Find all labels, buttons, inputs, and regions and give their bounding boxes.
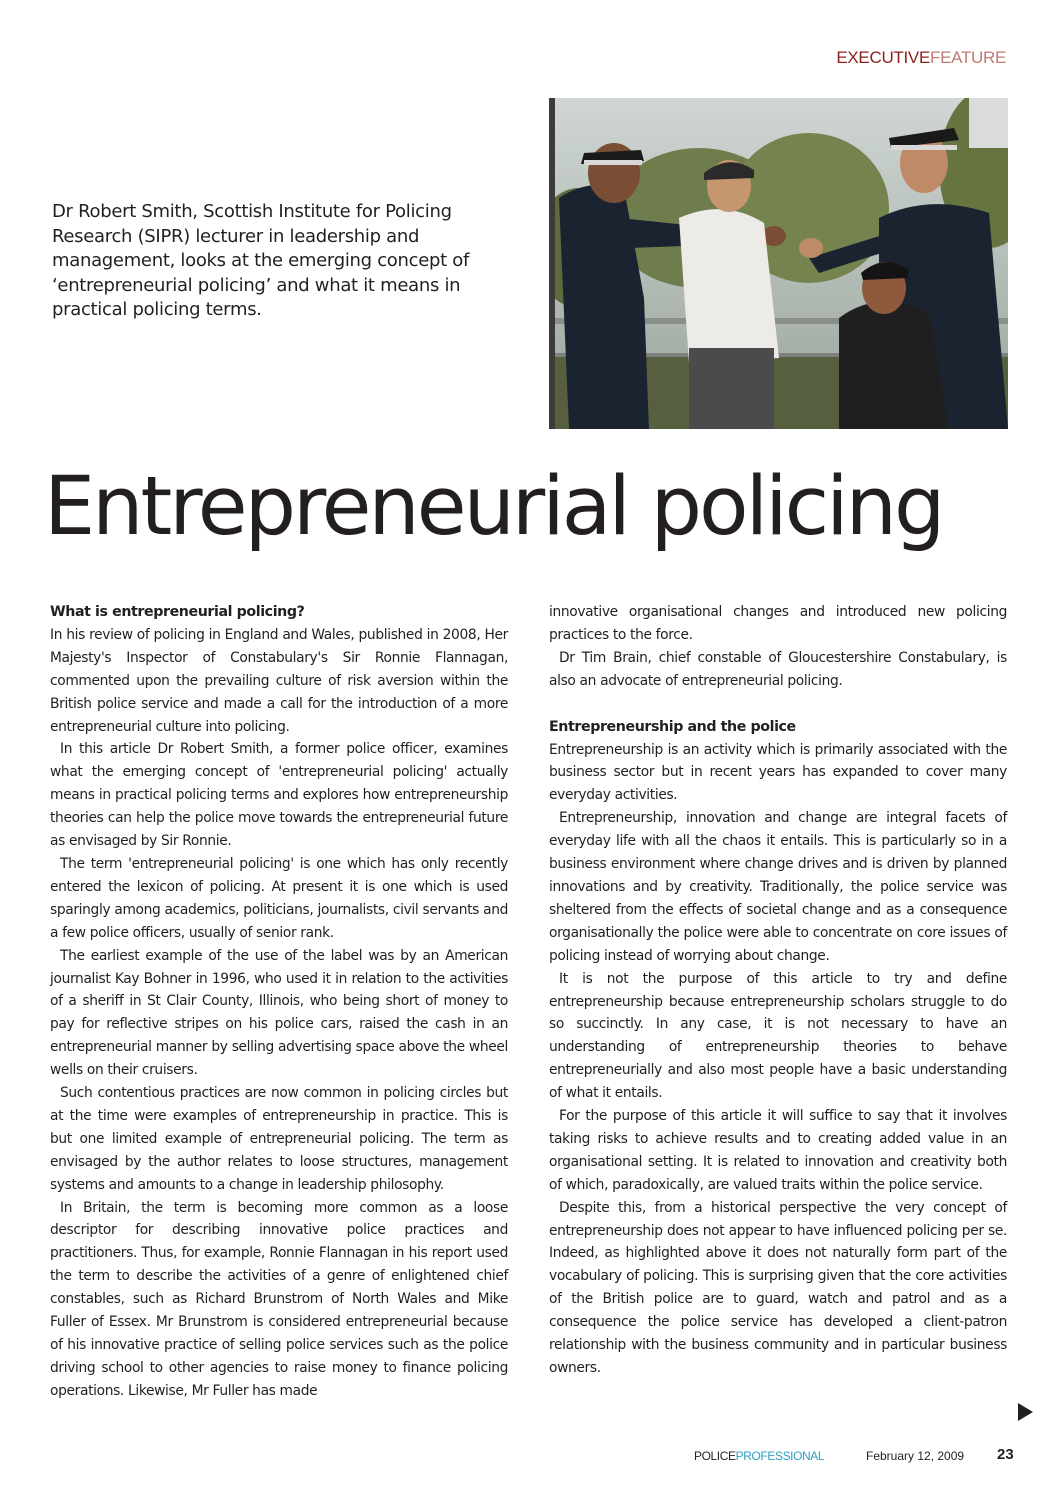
page-footer bbox=[694, 1446, 1020, 1466]
paragraph: Dr Tim Brain, chief constable of Gloucestershire Constabulary, is also an advocate of entrepreneurial policing. bbox=[549, 649, 1007, 689]
paragraph: In Britain, the term is becoming more common as a loose descriptor for describing innovative police practices and practitioners. Thus, for example, Ronnie Flannagan in his report used the term to describe the activities of a genre of enlightened chief constables, such as Richard Brunstrom of North Wales and Mike Fuller of Essex. Mr Brunstrom is considered entrepreneurial because of his innovative practice of selling police services such as the police driving school to other agencies to raise money to finance policing operations. Likewise, Mr Fuller has made bbox=[50, 1199, 508, 1399]
article-photo bbox=[549, 98, 1008, 429]
section-tag-light: FEATURE bbox=[930, 48, 1006, 67]
section-tag bbox=[836, 48, 1006, 68]
section-heading: What is entrepreneurial policing? bbox=[50, 604, 305, 620]
left-column bbox=[50, 601, 508, 1403]
section-heading: Entrepreneurship and the police bbox=[549, 718, 796, 735]
paragraph: In his review of policing in England and Wales, published in 2008, Her Majesty's Inspector of Constabulary's Sir Ronnie Flannagan, commented upon the prevailing culture of risk aversion within the British police service and made a call for the introduction of a more entrepreneurial culture into policing. bbox=[50, 626, 508, 735]
standfirst: Dr Robert Smith, Scottish Institute for Policing Research (SIPR) lecturer in leadership and management, looks at the emerging concept of ‘entrepreneurial policing’ and what it means in practical policing terms. bbox=[52, 201, 470, 321]
magazine-name-part-b: PROFESSIONAL bbox=[735, 1449, 825, 1463]
headline: Entrepreneurial policing bbox=[44, 460, 943, 554]
paragraph: In this article Dr Robert Smith, a former police officer, examines what the emerging concept of 'entrepreneurial policing' actually means in practical policing terms and explores how entrepreneurship theories can help the police move towards the entrepreneurial future as envisaged by Sir Ronnie. bbox=[50, 741, 508, 850]
paragraph: The term 'entrepreneurial policing' is one which has only recently entered the lexicon of policing. At present it is one which is used sparingly among academics, politicians, journalists, civil servants and a few police officers, usually of senior rank. bbox=[50, 855, 508, 941]
magazine-name-part-a: POLICE bbox=[694, 1449, 736, 1463]
continue-arrow-icon bbox=[1018, 1403, 1033, 1421]
paragraph: The earliest example of the use of the label was by an American journalist Kay Bohner in 1996, who used it in relation to the activities of a sheriff in St Clair County, Illinois, who being short of money to pay for reflective stripes on his police cars, raised the cash in an entrepreneurial manner by selling advertising space above the wheel wells on their cruisers. bbox=[50, 947, 508, 1079]
paragraph: It is not the purpose of this article to try and define entrepreneurship because entrepreneurship scholars struggle to do so succinctly. In any case, it is not necessary to have an understanding of entrepreneurship theories to behave entrepreneurially and also most people have a basic understanding of what it entails. bbox=[549, 970, 1007, 1102]
paragraph: innovative organisational changes and introduced new policing practices to the force. bbox=[549, 604, 1007, 643]
paragraph: For the purpose of this article it will suffice to say that it involves taking risks to achieve results and to creating added value in an organisational setting. It is related to innovation and creativity both of which, paradoxically, are valued traits within the police service. bbox=[549, 1108, 1007, 1193]
page-number: 23 bbox=[997, 1446, 1014, 1463]
paragraph: Such contentious practices are now common in policing circles but at the time were examples of entrepreneurship in practice. This is but one limited example of entrepreneurial policing. The term as envisaged by the author relates to loose structures, management systems and amounts to a change in leadership philosophy. bbox=[50, 1085, 508, 1193]
paragraph: Entrepreneurship, innovation and change are integral facets of everyday life with all the chaos it entails. This is particularly so in a business environment where change drives and is driven by planned innovations and by creativity. Traditionally, the police service was sheltered from the effects of societal change and as a consequence organisationally the police were able to concentrate on core issues of policing instead of worrying about change. bbox=[549, 810, 1007, 964]
paragraph: Despite this, from a historical perspective the very concept of entrepreneurship does not appear to have influenced policing per se. Indeed, as highlighted above it does not naturally form part of the vocabulary of policing. This is surprising given that the core activities of the British police are to guard, watch and patrol and as a consequence the police service has developed a client-patron relationship with the business community and in particular business owners. bbox=[549, 1199, 1007, 1376]
section-tag-strong: EXECUTIVE bbox=[836, 48, 931, 67]
magazine-name bbox=[694, 1449, 824, 1463]
right-column bbox=[549, 601, 1007, 1380]
issue-date: February 12, 2009 bbox=[866, 1449, 965, 1463]
paragraph: Entrepreneurship is an activity which is primarily associated with the business sector but in recent years has expanded to cover many everyday activities. bbox=[549, 741, 1007, 804]
